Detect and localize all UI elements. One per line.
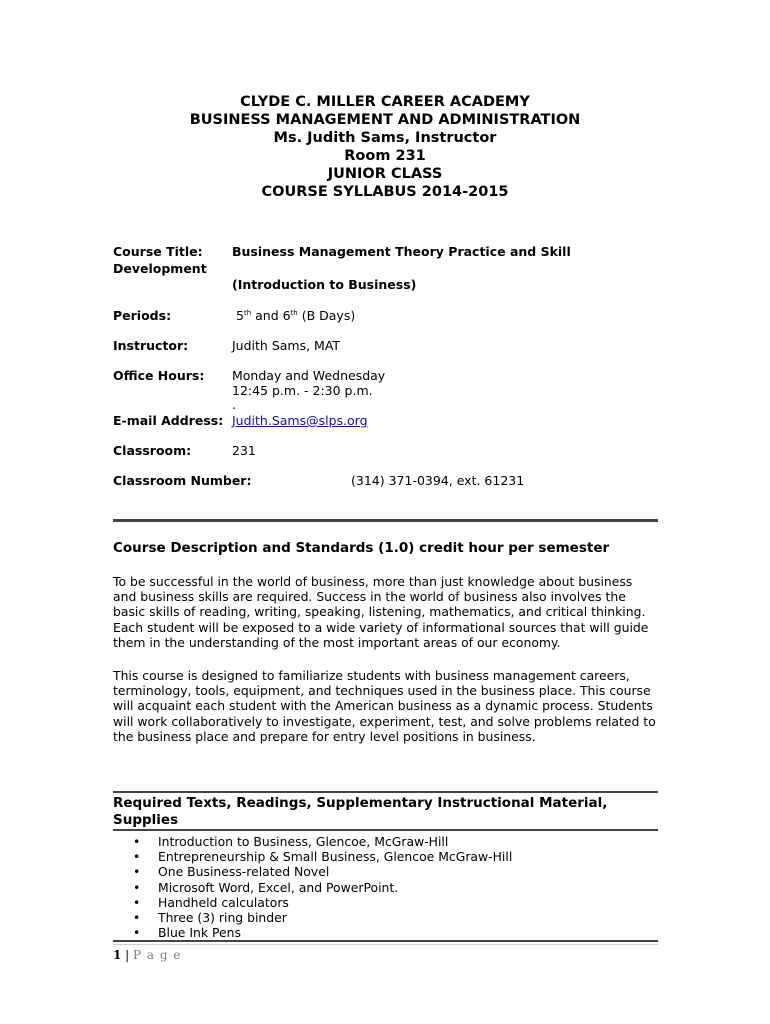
bullet-icon: • xyxy=(133,894,141,910)
syllabus-header xyxy=(0,93,770,201)
supply-item: Three (3) ring binder xyxy=(158,910,287,926)
period-days: (B Days) xyxy=(297,308,356,323)
class-heading: JUNIOR CLASS xyxy=(327,166,443,182)
supply-item: Blue Ink Pens xyxy=(158,925,241,941)
program-name: BUSINESS MANAGEMENT AND ADMINISTRATION xyxy=(189,112,581,128)
list-item xyxy=(113,834,512,849)
period-six-suffix: th xyxy=(290,308,298,317)
office-hours-days: Monday and Wednesday xyxy=(232,368,386,383)
period-six: and 6 xyxy=(251,308,291,323)
page-separator: | xyxy=(121,948,134,962)
syllabus-title: COURSE SYLLABUS 2014-2015 xyxy=(261,184,509,200)
page-number: 1 xyxy=(113,948,122,962)
footer-divider xyxy=(113,944,658,945)
office-hours-dot: . xyxy=(232,397,236,412)
instructor-value: Judith Sams, MAT xyxy=(232,338,341,353)
section-divider xyxy=(113,519,658,522)
page-footer xyxy=(113,948,182,962)
office-hours-time: 12:45 p.m. - 2:30 p.m. xyxy=(232,383,373,398)
periods-value xyxy=(236,308,355,324)
periods-label: Periods: xyxy=(113,308,172,323)
description-paragraph-1: To be successful in the world of business, more than just knowledge about business and business skills are required. Success in the world of business also involves the basic skills of reading, writing, speaking, listening, mathematics, and critical thinking. Each student will be exposed to a wide variety of informational sources that will guide them in the understanding of the most important areas of our economy. xyxy=(113,574,649,650)
list-item xyxy=(113,849,512,864)
course-title-label: Course Title: xyxy=(113,244,203,259)
period-five-suffix: th xyxy=(243,308,252,317)
classroom-number-label: Classroom Number: xyxy=(113,473,252,488)
period-five: 5 xyxy=(236,308,244,323)
classroom-number-value: (314) 371-0394, ext. 61231 xyxy=(351,473,525,488)
supplies-list xyxy=(113,834,512,940)
description-paragraph-2: This course is designed to familiarize students with business management careers, terminology, tools, equipment, and techniques used in the business place. This course will acquaint each student with the American business as a dynamic process. Students will work collaboratively to investigate, experiment, test, and solve problems related to the business place and prepare for entry level positions in business. xyxy=(113,668,656,744)
email-link[interactable]: Judith.Sams@slps.org xyxy=(232,413,368,428)
list-item xyxy=(113,864,512,879)
classroom-value: 231 xyxy=(232,443,256,458)
list-item xyxy=(113,895,512,910)
supply-item: Introduction to Business, Glencoe, McGraw-Hill xyxy=(158,834,449,849)
course-title-value: Business Management Theory Practice and Skill xyxy=(232,244,571,259)
course-title-continuation: Development xyxy=(113,261,207,276)
supplies-top-rule xyxy=(113,791,658,793)
office-hours-label: Office Hours: xyxy=(113,368,205,383)
supply-item: One Business-related Novel xyxy=(158,864,330,880)
list-bottom-rule xyxy=(113,940,658,942)
bullet-icon: • xyxy=(133,879,141,895)
page-label: P a g e xyxy=(133,948,182,962)
supplies-title-rule xyxy=(113,829,658,831)
course-subtitle: (Introduction to Business) xyxy=(232,277,417,292)
list-item xyxy=(113,910,512,925)
instructor-label: Instructor: xyxy=(113,338,189,353)
bullet-icon: • xyxy=(133,910,141,926)
list-item xyxy=(113,880,512,895)
email-value xyxy=(232,413,368,429)
supply-item: Microsoft Word, Excel, and PowerPoint. xyxy=(158,879,399,895)
description-title: Course Description and Standards (1.0) credit hour per semester xyxy=(113,540,610,556)
email-label: E-mail Address: xyxy=(113,413,224,428)
instructor-heading: Ms. Judith Sams, Instructor xyxy=(273,130,497,146)
supply-item: Handheld calculators xyxy=(158,894,289,910)
list-item xyxy=(113,925,512,940)
classroom-label: Classroom: xyxy=(113,443,192,458)
bullet-icon: • xyxy=(133,864,141,880)
bullet-icon: • xyxy=(133,925,141,941)
supply-item: Entrepreneurship & Small Business, Glencoe McGraw-Hill xyxy=(158,849,513,865)
supplies-title: Required Texts, Readings, Supplementary Instructional Material, Supplies xyxy=(113,795,608,828)
school-name: CLYDE C. MILLER CAREER ACADEMY xyxy=(240,94,530,110)
bullet-icon: • xyxy=(133,849,141,865)
bullet-icon: • xyxy=(133,834,141,849)
room-heading: Room 231 xyxy=(344,148,426,164)
